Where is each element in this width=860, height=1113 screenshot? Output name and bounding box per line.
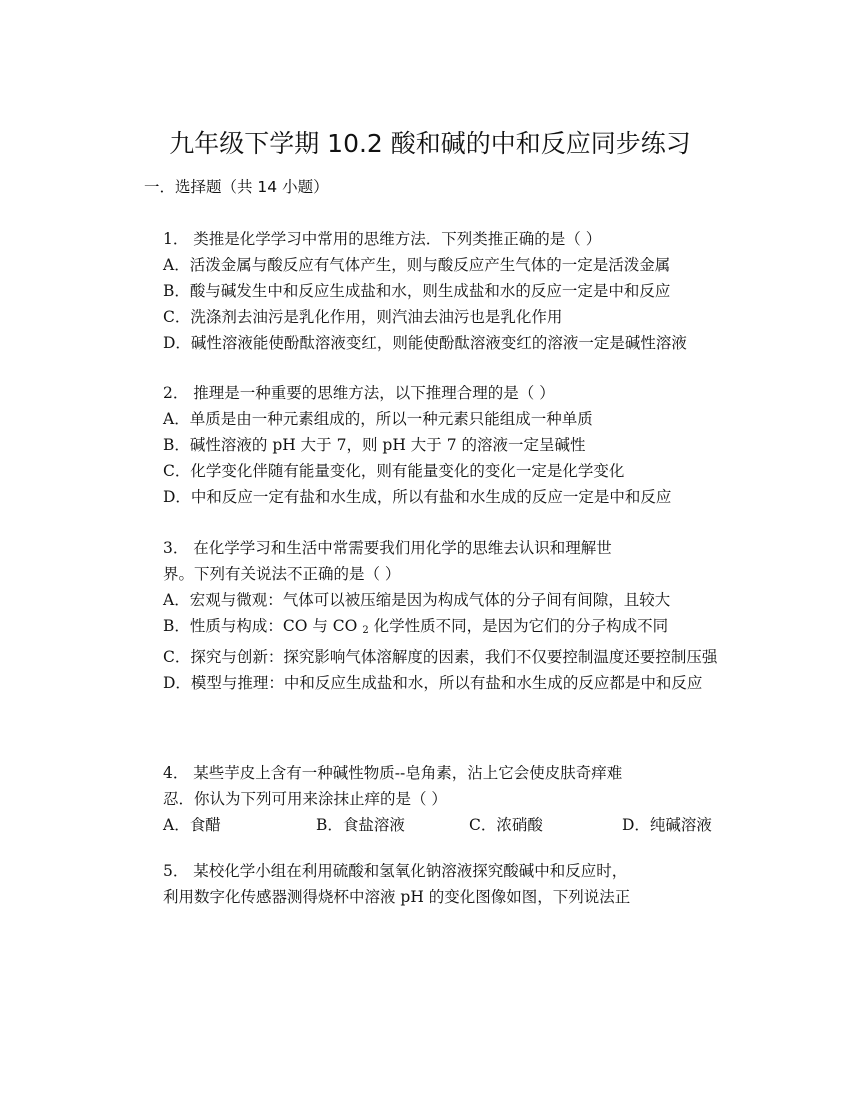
question-3-option-b-post: 化学性质不同，是因为它们的分子构成不同 (368, 617, 669, 635)
question-4-option-b: B．食盐溶液 (316, 816, 405, 834)
question-5-stem-line-2: 利用数字化传感器测得烧杯中溶液 pH 的变化图像如图，下列说法正 (163, 888, 631, 906)
question-3-option-b (163, 613, 773, 644)
question-3 (163, 535, 773, 695)
question-3-option-b-pre: B．性质与构成：CO 与 CO (163, 617, 363, 635)
question-1-option-c: C．洗涤剂去油污是乳化作用，则汽油去油污也是乳化作用 (163, 308, 563, 326)
question-2-option-c: C．化学变化伴随有能量变化，则有能量变化的变化一定是化学变化 (163, 462, 625, 480)
question-3-stem-line-1: 3． 在化学学习和生活中常需要我们用化学的思维去认识和理解世 (163, 539, 612, 557)
question-3-option-d: D．模型与推理：中和反应生成盐和水，所以有盐和水生成的反应都是中和反应 (163, 674, 703, 692)
question-1-option-d: D．碱性溶液能使酚酞溶液变红，则能使酚酞溶液变红的溶液一定是碱性溶液 (163, 334, 687, 352)
question-5-stem-line-1: 5． 某校化学小组在利用硫酸和氢氧化钠溶液探究酸碱中和反应时， (163, 862, 628, 880)
question-3-option-a: A．宏观与微观：气体可以被压缩是因为构成气体的分子间有间隙，且较大 (163, 591, 671, 609)
question-3-stem-line-2: 界。下列有关说法不正确的是（ ） (163, 565, 401, 583)
question-4-stem-line-2: 忍．你认为下列可用来涂抹止痒的是（ ） (163, 790, 447, 808)
question-4-option-d: D．纯碱溶液 (622, 816, 712, 834)
question-2-stem: 2． 推理是一种重要的思维方法，以下推理合理的是（ ） (163, 384, 555, 402)
question-1-option-a: A．活泼金属与酸反应有气体产生，则与酸反应产生气体的一定是活泼金属 (163, 256, 671, 274)
question-5 (163, 858, 773, 910)
section-heading: 一．选择题（共 14 小题） (144, 178, 329, 196)
question-2 (163, 380, 773, 510)
question-1 (163, 226, 773, 356)
document-title: 九年级下学期 10.2 酸和碱的中和反应同步练习 (169, 129, 691, 158)
question-3-option-b-subscript: 2 (362, 625, 369, 636)
question-3-option-c: C．探究与创新：探究影响气体溶解度的因素，我们不仅要控制温度还要控制压强 (163, 648, 718, 666)
question-4 (163, 760, 773, 838)
question-4-options (163, 812, 773, 838)
question-4-option-c: C．浓硝酸 (469, 816, 543, 834)
question-1-option-b: B．酸与碱发生中和反应生成盐和水，则生成盐和水的反应一定是中和反应 (163, 282, 671, 300)
question-1-stem: 1． 类推是化学学习中常用的思维方法．下列类推正确的是（ ） (163, 230, 602, 248)
question-2-option-d: D．中和反应一定有盐和水生成，所以有盐和水生成的反应一定是中和反应 (163, 488, 672, 506)
question-2-option-b: B．碱性溶液的 pH 大于 7，则 pH 大于 7 的溶液一定呈碱性 (163, 436, 586, 454)
question-2-option-a: A．单质是由一种元素组成的，所以一种元素只能组成一种单质 (163, 410, 593, 428)
question-4-option-a: A．食醋 (163, 816, 221, 834)
question-4-stem-line-1: 4． 某些芋皮上含有一种碱性物质--皂角素，沾上它会使皮肤奇痒难 (163, 764, 623, 782)
